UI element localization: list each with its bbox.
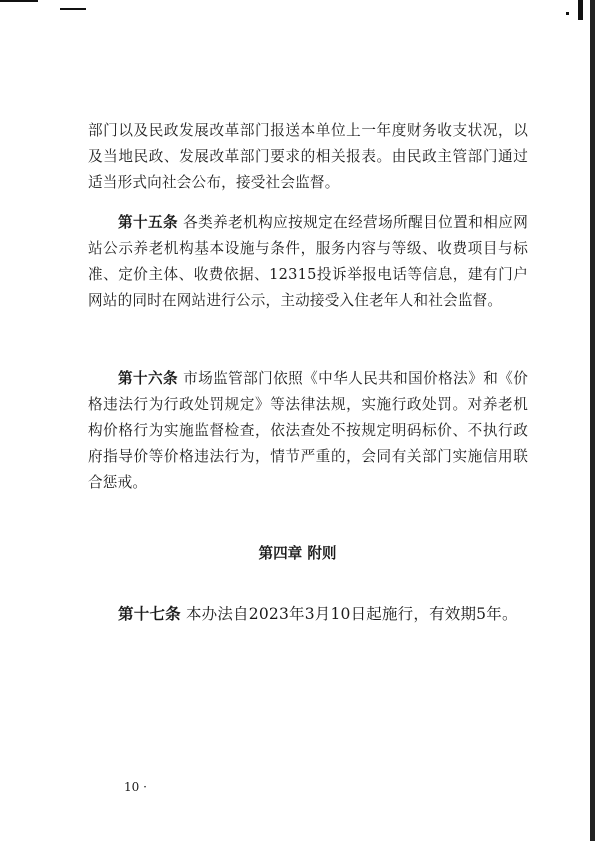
article-17-label: 第十七条 [118,605,181,623]
page-number: 10 · [124,780,147,794]
article-16-text: 市场监管部门依照《中华人民共和国价格法》和《价格违法行为行政处罚规定》等法律法规，实施行政处罚。对养老机构价格行为实施监督检查，依法查处不按规定明码标价、不执行政府指导价等价格违法行为，情节严重的，会同有关部门实施信用联合惩戒。 [88,370,528,491]
article-17-paragraph [88,601,528,627]
article-16-label: 第十六条 [118,370,179,387]
scan-mark [578,0,583,20]
scan-mark [566,12,569,15]
article-17-text: 本办法自2023年3月10日起施行，有效期5年。 [185,605,518,623]
article-15-text: 各类养老机构应按规定在经营场所醒目位置和相应网站公示养老机构基本设施与条件，服务内容与等级、收费项目与标准、定价主体、收费依据、12315投诉举报电话等信息，建有门户网站的同时在网站进行公示，主动接受入住老年人和社会监督。 [88,214,528,309]
article-15-paragraph [88,210,528,314]
chapter-heading: 第四章 附则 [258,545,337,562]
article-16-paragraph [88,366,528,496]
article-15-label: 第十五条 [118,214,179,231]
continuation-paragraph: 部门以及民政发展改革部门报送本单位上一年度财务收支状况，以及当地民政、发展改革部门要求的相关报表。由民政主管部门通过适当形式向社会公布，接受社会监督。 [88,122,528,191]
scan-edge [590,0,595,841]
scan-mark [0,0,38,2]
scan-mark [60,8,86,10]
